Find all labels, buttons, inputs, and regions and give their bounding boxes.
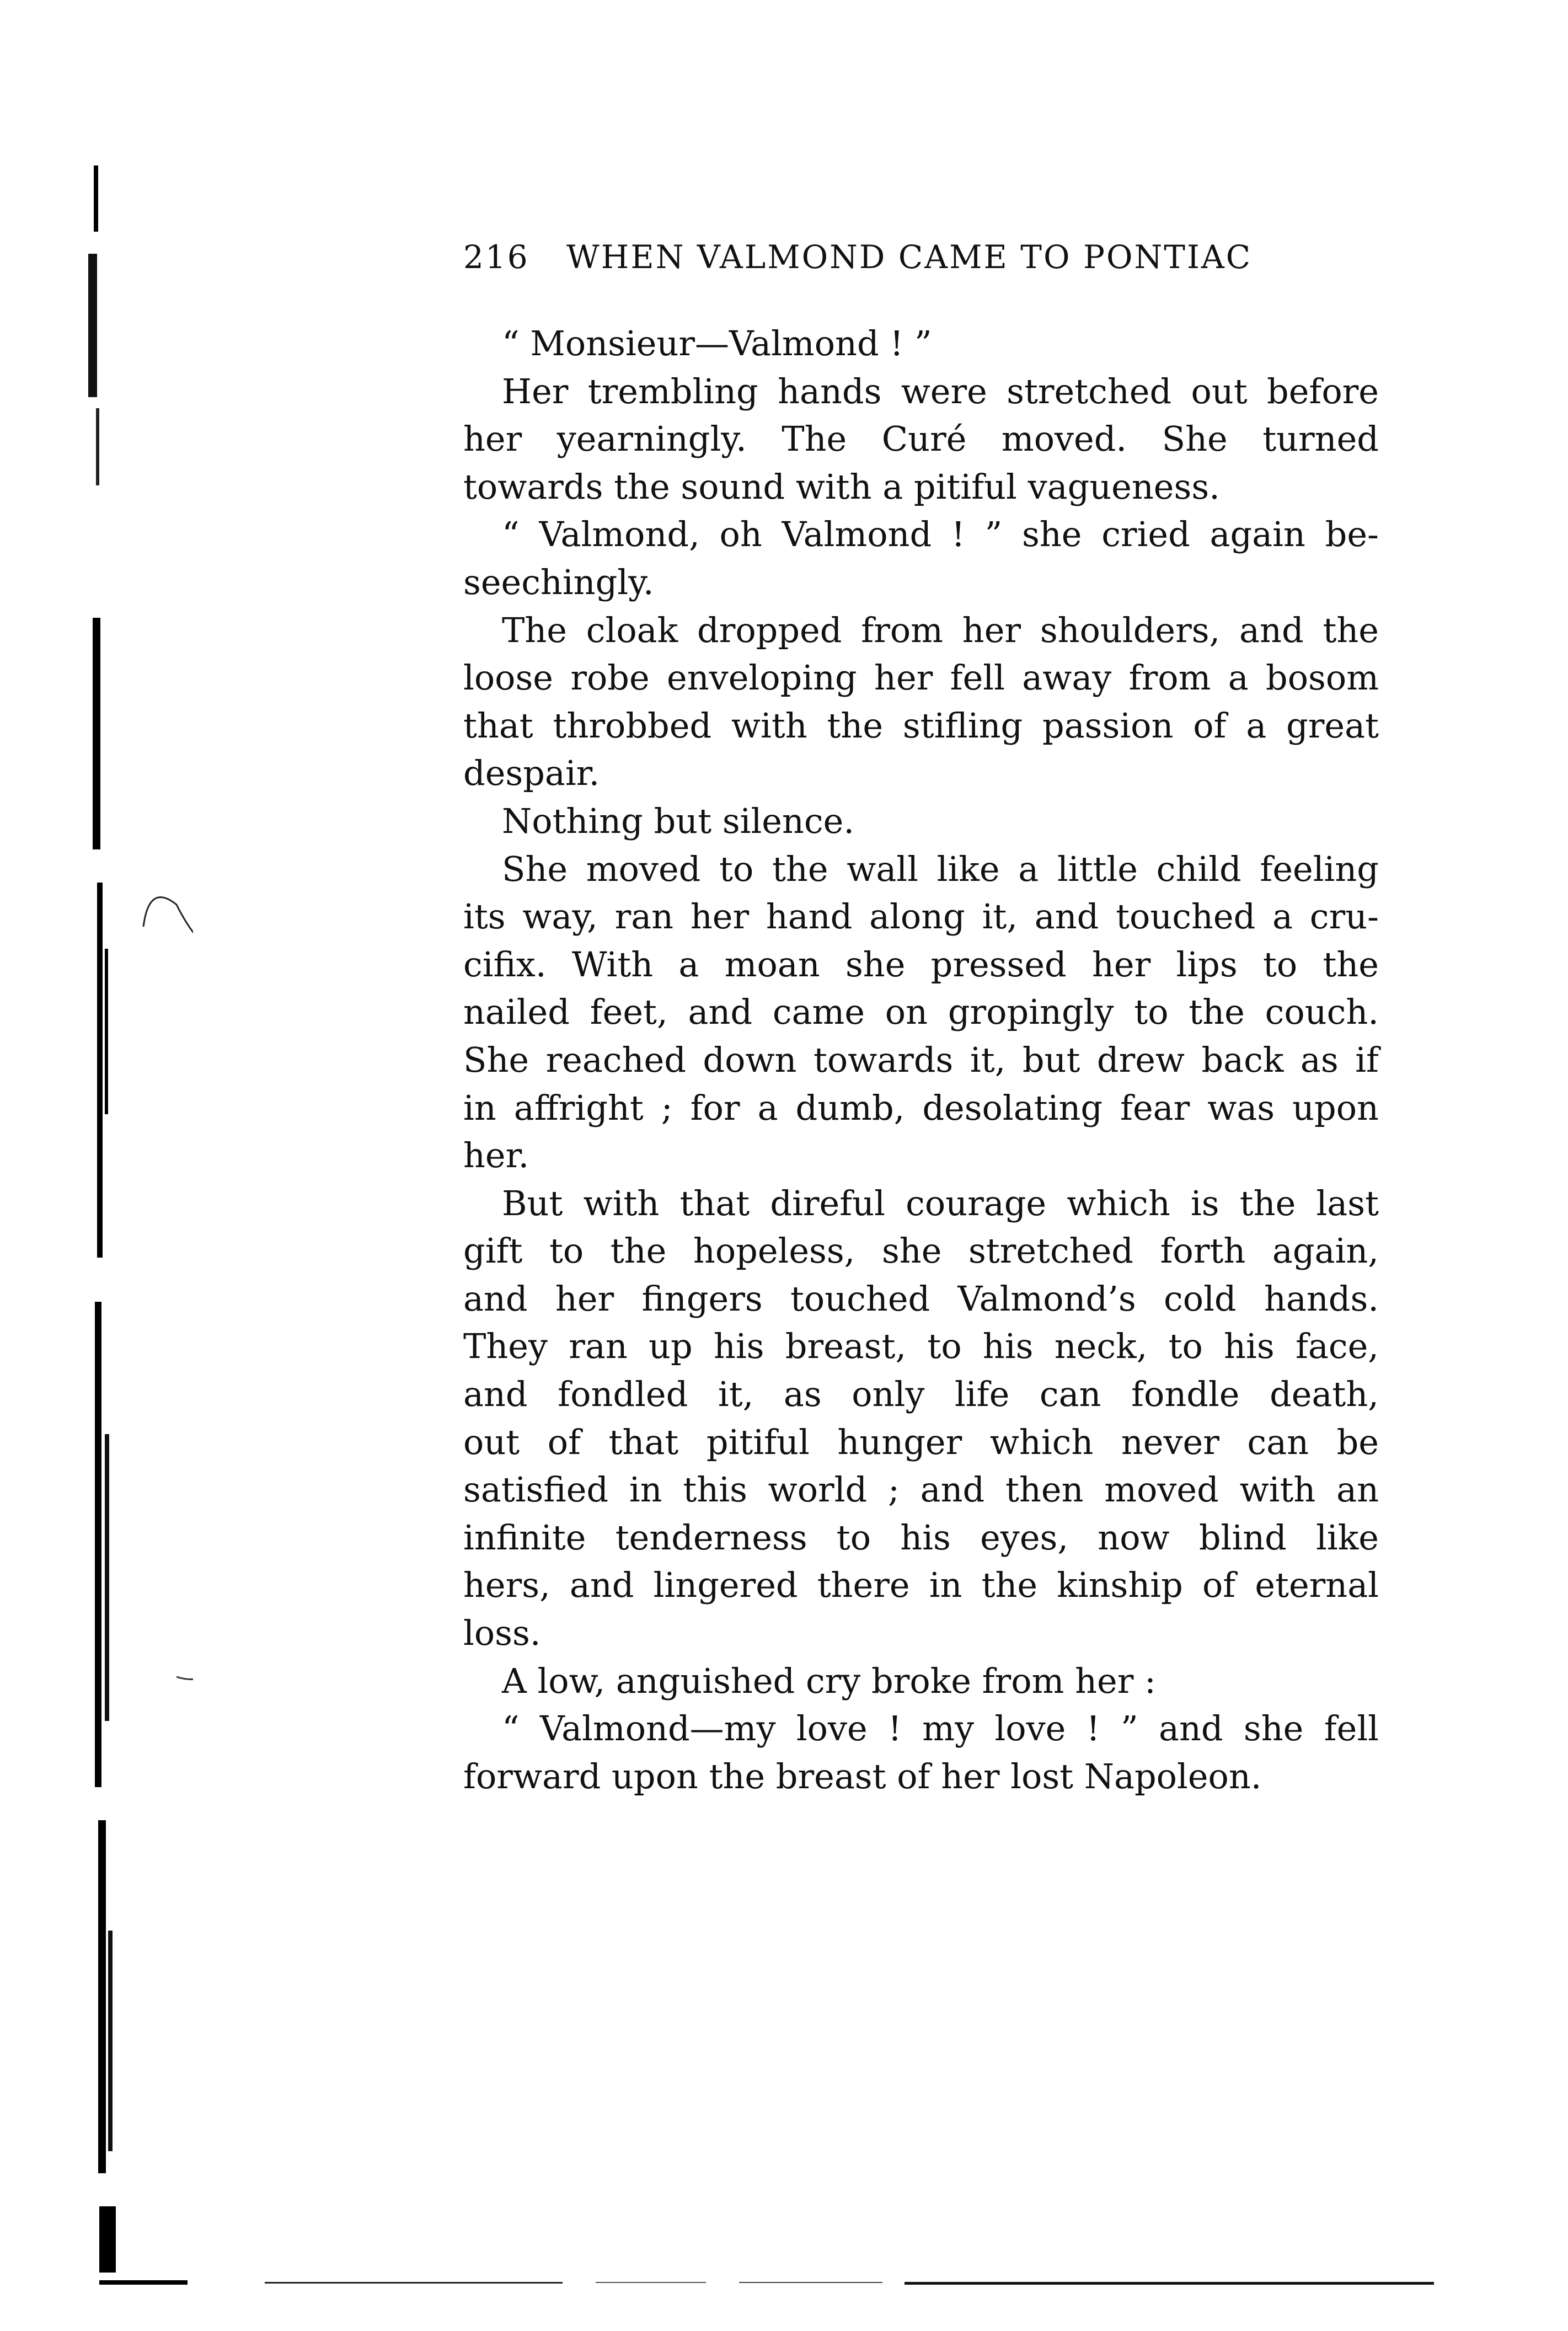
scanned-bottom-rule <box>99 2277 1434 2287</box>
text-line: forward upon the breast of her lost Napoleon. <box>463 1756 1262 1797</box>
running-title: WHEN VALMOND CAME TO PONTIAC <box>566 238 1253 276</box>
text-line: “ Valmond, oh Valmond ! ” she cried again be- <box>502 514 1379 555</box>
text-line: Her trembling hands were stretched out before <box>502 371 1379 411</box>
scanned-binding-edge <box>83 165 193 2295</box>
text-line: that throbbed with the stifling passion of a great <box>463 705 1379 746</box>
running-header <box>463 238 1252 276</box>
text-line: its way, ran her hand along it, and touched a cru- <box>463 896 1379 937</box>
text-line: “ Monsieur—Valmond ! ” <box>502 323 932 363</box>
text-line: The cloak dropped from her shoulders, and the <box>502 610 1379 650</box>
text-line: towards the sound with a pitiful vagueness. <box>463 466 1220 507</box>
text-line: her. <box>463 1135 529 1176</box>
text-line: nailed feet, and came on gropingly to the couch. <box>463 992 1379 1033</box>
text-body <box>463 320 1379 1800</box>
text-line: hers, and lingered there in the kinship of eternal <box>463 1565 1379 1606</box>
text-line: Nothing but silence. <box>502 800 855 841</box>
text-line: loss. <box>463 1613 541 1654</box>
text-line: infinite tenderness to his eyes, now blind like <box>463 1517 1379 1558</box>
text-line: out of that pitiful hunger which never can be <box>463 1421 1379 1462</box>
text-line: and her fingers touched Valmond’s cold hands. <box>463 1278 1379 1319</box>
text-line: and fondled it, as only life can fondle death, <box>463 1374 1379 1415</box>
text-line: cifix. With a moan she pressed her lips to the <box>463 944 1379 985</box>
text-line: They ran up his breast, to his neck, to his face, <box>463 1326 1379 1367</box>
text-line: gift to the hopeless, she stretched forth again, <box>463 1231 1379 1271</box>
text-line: seechingly. <box>463 562 654 602</box>
page-number: 216 <box>463 238 529 276</box>
text-line: A low, anguished cry broke from her : <box>502 1660 1156 1701</box>
text-line: loose robe enveloping her fell away from a bosom <box>463 657 1379 698</box>
text-line: But with that direful courage which is the last <box>502 1183 1379 1223</box>
text-line: She moved to the wall like a little child feeling <box>502 848 1379 889</box>
text-line: “ Valmond—my love ! my love ! ” and she fell <box>502 1708 1379 1749</box>
text-line: despair. <box>463 753 600 794</box>
text-line: her yearningly. The Curé moved. She turned <box>463 419 1379 459</box>
text-line: She reached down towards it, but drew back as if <box>463 1039 1379 1080</box>
text-line: satisfied in this world ; and then moved with an <box>463 1469 1379 1510</box>
text-line: in affright ; for a dumb, desolating fear was upon <box>463 1087 1379 1128</box>
